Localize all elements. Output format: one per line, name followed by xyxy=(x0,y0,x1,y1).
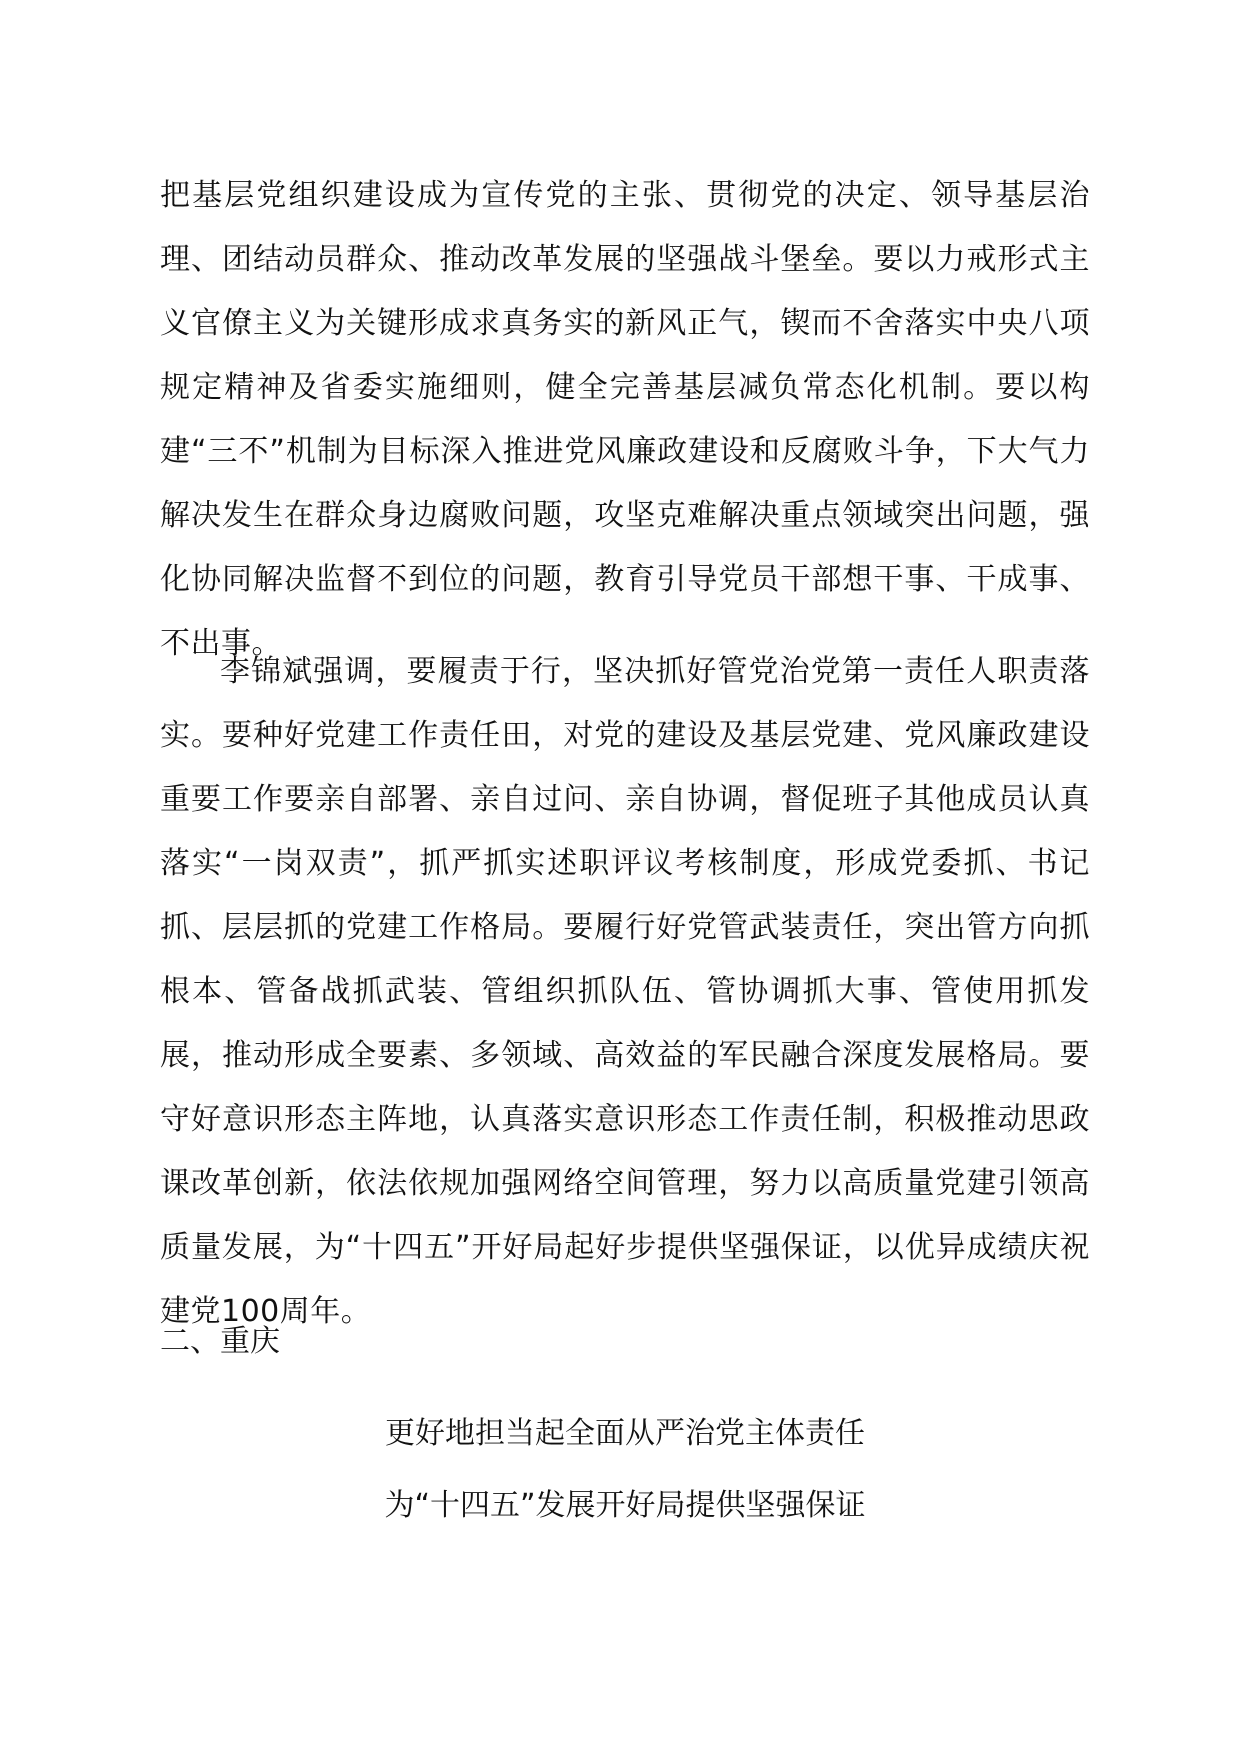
document-page xyxy=(160,0,1090,1754)
body-paragraph-1: 把基层党组织建设成为宣传党的主张、贯彻党的决定、领导基层治理、团结动员群众、推动改革发展的坚强战斗堡垒。要以力戒形式主义官僚主义为关键形成求真务实的新风正气，锲而不舍落实中央八项规定精神及省委实施细则，健全完善基层减负常态化机制。要以构建“三不”机制为目标深入推进党风廉政建设和反腐败斗争，下大气力解决发生在群众身边腐败问题，攻坚克难解决重点领域突出问题，强化协同解决监督不到位的问题，教育引导党员干部想干事、干成事、不出事。 xyxy=(160,178,1090,661)
article-title-line-1: 更好地担当起全面从严治党主体责任 xyxy=(385,1416,865,1451)
body-paragraph-2: 李锦斌强调，要履责于行，坚决抓好管党治党第一责任人职责落实。要种好党建工作责任田，对党的建设及基层党建、党风廉政建设重要工作要亲自部署、亲自过问、亲自协调，督促班子其他成员认真落实“一岗双责”，抓严抓实述职评议考核制度，形成党委抓、书记抓、层层抓的党建工作格局。要履行好党管武装责任，突出管方向抓根本、管备战抓武装、管组织抓队伍、管协调抓大事、管使用抓发展，推动形成全要素、多领域、高效益的军民融合深度发展格局。要守好意识形态主阵地，认真落实意识形态工作责任制，积极推动思政课改革创新，依法依规加强网络空间管理，努力以高质量党建引领高质量发展，为“十四五”开好局起好步提供坚强保证，以优异成绩庆祝建党100周年。 xyxy=(160,654,1090,1329)
section-heading: 二、重庆 xyxy=(160,1324,280,1359)
article-title-line-2: 为“十四五”发展开好局提供坚强保证 xyxy=(384,1488,866,1523)
